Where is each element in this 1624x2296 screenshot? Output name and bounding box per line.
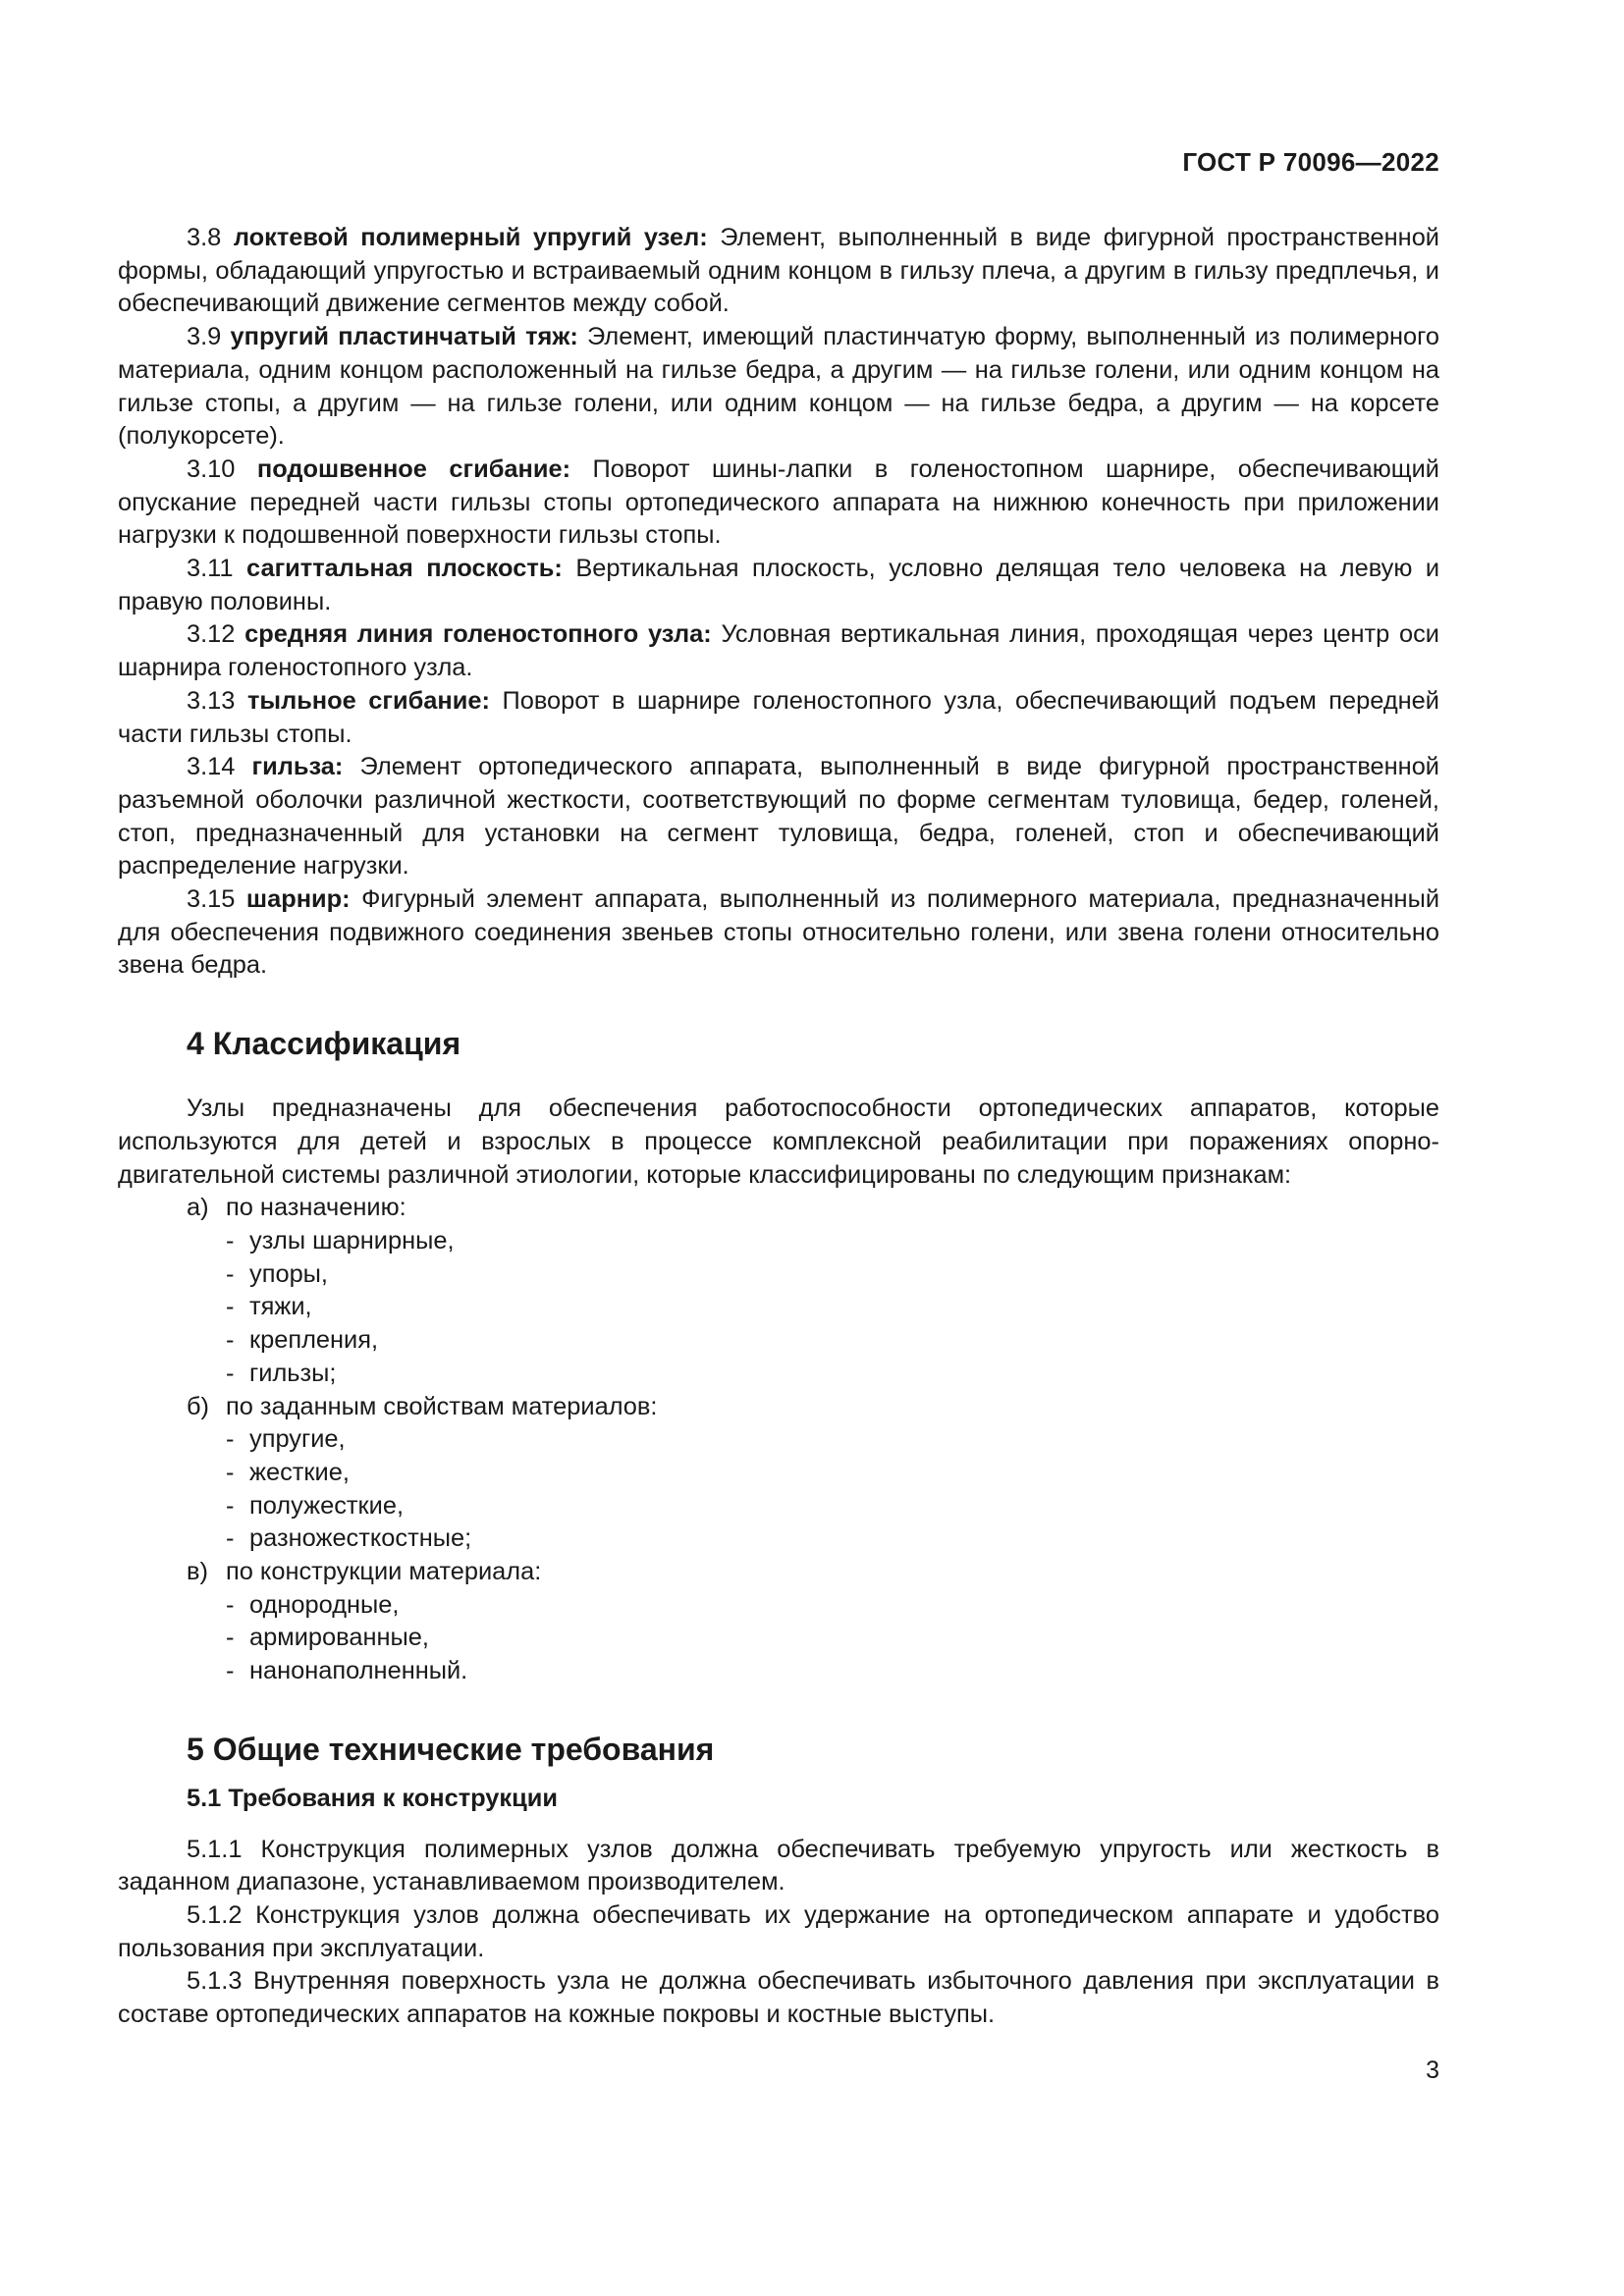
- page-number: 3: [1426, 2056, 1439, 2084]
- list-item: - крепления,: [226, 1326, 379, 1355]
- term-3-13: 3.13 тыльное сгибание: Поворот в шарнире голеностопного узла, обеспечивающий подъем передней части гильзы стопы.: [118, 686, 1439, 748]
- term-3-10: 3.10 подошвенное сгибание: Поворот шины-лапки в голеностопном шарнире, обеспечивающий опускание передней части гильзы стопы ортопедического аппарата на нижнюю конечность при приложении нагрузки к подошвенной поверхности гильзы стопы.: [118, 454, 1439, 550]
- term-3-12: 3.12 средняя линия голеностопного узла: Условная вертикальная линия, проходящая через центр оси шарнира голеностопного узла.: [118, 620, 1439, 682]
- list-item: - упругие,: [226, 1425, 346, 1454]
- clause-5-1-2: 5.1.2 Конструкция узлов должна обеспечивать их удержание на ортопедическом аппарате и удобство пользования при эксплуатации.: [118, 1900, 1439, 1962]
- classification-list: [118, 1192, 1439, 1688]
- term-3-8: 3.8 локтевой полимерный упругий узел: Элемент, выполненный в виде фигурной пространственной формы, обладающий упругостью и встраиваемый одним концом в гильзу плеча, а другим в гильзу предплечья, и обеспечивающий движение сегментов между собой.: [118, 224, 1439, 318]
- list-item: - армированные,: [226, 1624, 429, 1652]
- list-item: - упоры,: [226, 1259, 328, 1288]
- page-content: [118, 222, 1439, 2032]
- document-code: ГОСТ Р 70096—2022: [1182, 147, 1439, 177]
- term-3-11: 3.11 сагиттальная плоскость: Вертикальная плоскость, условно делящая тело человека на левую и правую половины.: [118, 555, 1440, 615]
- classification-group-a: а) по назначению: - узлы шарнирные, - упоры, - тяжи, - крепления, - гильзы;: [118, 1192, 1439, 1390]
- section-5-heading: 5 Общие технические требования: [187, 1731, 715, 1767]
- section-4-heading: 4 Классификация: [187, 1026, 461, 1062]
- list-item: - полужесткие,: [226, 1491, 405, 1520]
- classification-group-b: б) по заданным свойствам материалов: - упругие, - жесткие, - полужесткие, - разножесткостные;: [118, 1391, 1439, 1557]
- term-3-9: 3.9 упругий пластинчатый тяж: Элемент, имеющий пластинчатую форму, выполненный из полимерного материала, одним концом расположенный на гильзе бедра, а другим — на гильзе голени, или одним концом на гильзе стопы, а другим — на гильзе голени, или одним концом — на гильзе бедра, а другим — на корсете (полукорсете).: [118, 323, 1439, 451]
- list-item: - узлы шарнирные,: [226, 1226, 455, 1255]
- list-item: - тяжи,: [226, 1293, 312, 1321]
- term-3-14: 3.14 гильза: Элемент ортопедического аппарата, выполненный в виде фигурной пространственной разъемной оболочки различной жесткости, соответствующий по форме сегментам туловища, бедер, голеней, стоп, предназначенный для установки на сегмент туловища, бедра, голеней, стоп и обеспечивающий распределение нагрузки.: [118, 753, 1439, 881]
- classification-group-c: в) по конструкции материала: - однородные, - армированные, - нанонаполненный.: [118, 1556, 1439, 1688]
- section-4-intro: Узлы предназначены для обеспечения работоспособности ортопедических аппаратов, которые используются для детей и взрослых в процессе комплексной реабилитации при поражениях опорно-двигательной системы различной этиологии, которые классифицированы по следующим признакам:: [118, 1095, 1439, 1189]
- list-item: - разножесткостные;: [226, 1524, 472, 1553]
- list-item: - гильзы;: [226, 1359, 337, 1387]
- list-item: - однородные,: [226, 1590, 400, 1619]
- subsection-5-1-heading: 5.1 Требования к конструкции: [187, 1784, 558, 1812]
- list-item: - жесткие,: [226, 1458, 350, 1486]
- clause-5-1-1: 5.1.1 Конструкция полимерных узлов должна обеспечивать требуемую упругость или жесткость в заданном диапазоне, устанавливаемом производителем.: [118, 1835, 1439, 1896]
- list-item: - нанонаполненный.: [226, 1657, 468, 1685]
- clause-5-1-3: 5.1.3 Внутренняя поверхность узла не должна обеспечивать избыточного давления при эксплуатации в составе ортопедических аппаратов на кожные покровы и костные выступы.: [118, 1967, 1439, 2029]
- term-3-15: 3.15 шарнир: Фигурный элемент аппарата, выполненный из полимерного материала, предназначенный для обеспечения подвижного соединения звеньев стопы относительно голени, или звена голени относительно звена бедра.: [118, 885, 1440, 980]
